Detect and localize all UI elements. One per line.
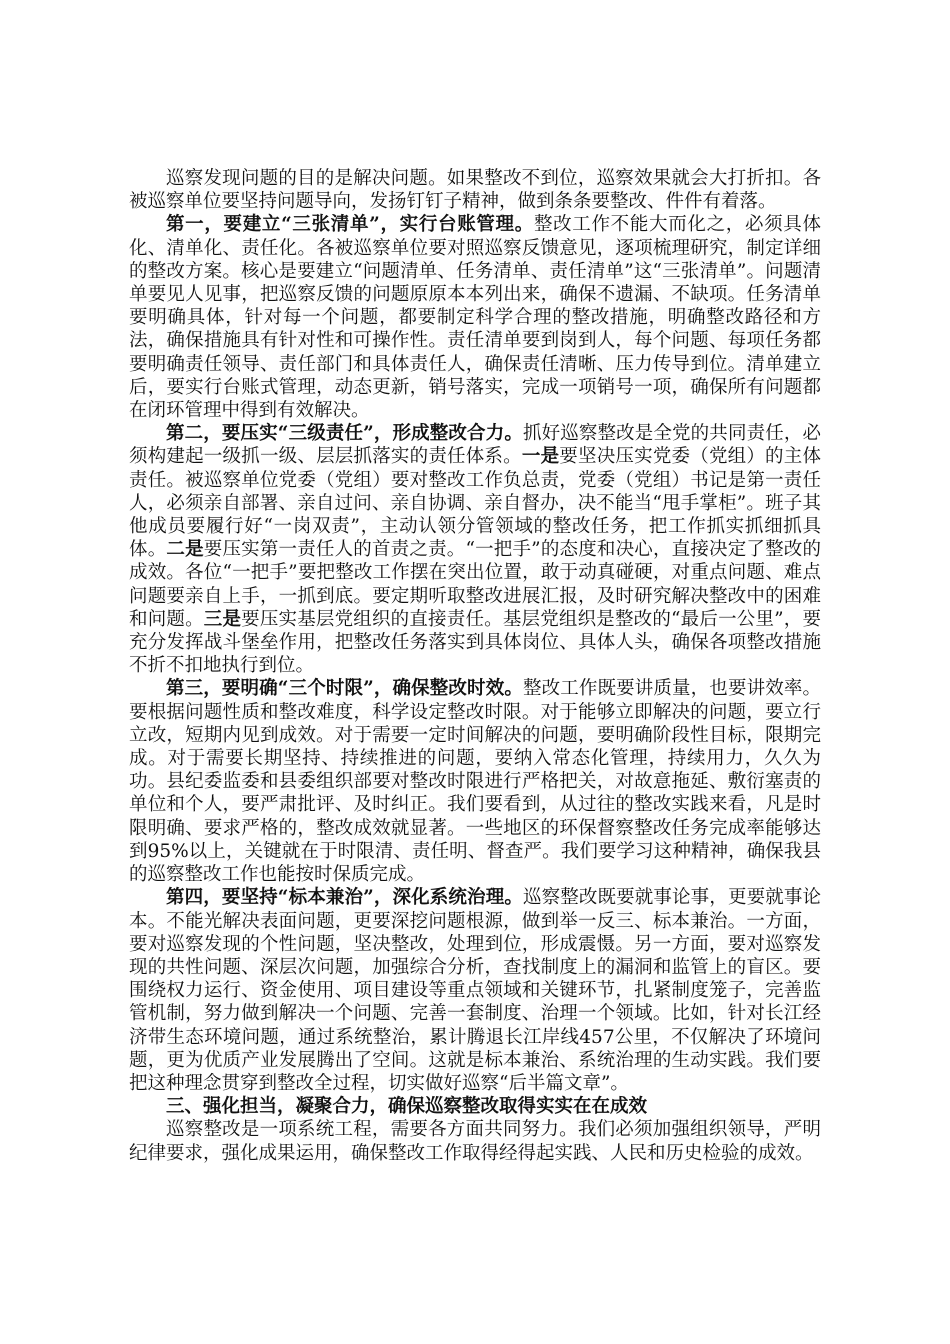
- paragraph-text: 巡察发现问题的目的是解决问题。如果整改不到位，巡察效果就会大打折扣。各被巡察单位要坚持问题导向，发扬钉钉子精神，做到条条要整改、件件有着落。: [129, 168, 821, 213]
- document-body: [129, 167, 821, 1165]
- paragraph-text: 整改工作既要讲质量，也要讲效率。要根据问题性质和整改难度，科学设定整改时限。对于能够立即解决的问题，要立行立改，短期内见到成效。对于需要一定时间解决的问题，要明确阶段性目标，限期完成。对于需要长期坚持、持续推进的问题，要纳入常态化管理，持续用力，久久为功。县纪委监委和县委组织部要对整改时限进行严格把关，对故意拖延、敷衍塞责的单位和个人，要严肃批评、及时纠正。我们要看到，从过往的整改实践来看，凡是时限明确、要求严格的，整改成效就显著。一些地区的环保督察整改任务完成率能够达到95%以上，关键就在于时限清、责任明、督查严。我们要学习这种精神，确保我县的巡察整改工作也能按时保质完成。: [129, 678, 821, 886]
- point-heading: 第一，要建立“三张清单”，实行台账管理。: [166, 214, 534, 236]
- paragraph-intro: [129, 167, 821, 213]
- paragraph-text: 巡察整改既要就事论事，更要就事论本。不能光解决表面问题，更要深挖问题根源，做到举一反三、标本兼治。一方面，要对巡察发现的个性问题，坚决整改，处理到位，形成震慑。另一方面，要对巡察发现的共性问题、深层次问题，加强综合分析，查找制度上的漏洞和监管上的盲区。要围绕权力运行、资金使用、项目建设等重点领域和关键环节，扎紧制度笼子，完善监管机制，努力做到解决一个问题、完善一套制度、治理一个领域。比如，针对长江经济带生态环境问题，通过系统整治，累计腾退长江岸线457公里，不仅解决了环境问题，更为优质产业发展腾出了空间。这就是标本兼治、系统治理的生动实践。我们要把这种理念贯穿到整改全过程，切实做好巡察“后半篇文章”。: [129, 887, 821, 1094]
- point-heading: 第四，要坚持“标本兼治”，深化系统治理。: [166, 887, 523, 909]
- paragraph-text: 巡察整改是一项系统工程，需要各方面共同努力。我们必须加强组织领导，严明纪律要求，强化成果运用，确保整改工作取得经得起实践、人民和历史检验的成效。: [129, 1119, 821, 1164]
- paragraph-text: 要压实基层党组织的直接责任。基层党组织是整改的“最后一公里”，要充分发挥战斗堡垒作用，把整改任务落实到具体岗位、具体人头，确保各项整改措施不折不扣地执行到位。: [129, 608, 821, 677]
- sub-point-marker: 三是: [203, 608, 242, 630]
- sub-point-marker: 一是: [521, 446, 560, 468]
- paragraph-text: 抓好巡察整改是全党的共同责任，必须构建起一级抓一级、层层抓落实的责任体系。: [129, 423, 821, 468]
- paragraph-first-point: [129, 213, 821, 422]
- paragraph-text: 整改工作不能大而化之，必须具体化、清单化、责任化。各被巡察单位要对照巡察反馈意见，逐项梳理研究，制定详细的整改方案。核心是要建立“问题清单、任务清单、责任清单”这“三张清单”。问题清单要见人见事，把巡察反馈的问题原原本本列出来，确保不遗漏、不缺项。任务清单要明确具体，针对每一个问题，都要制定科学合理的整改措施，明确整改路径和方法，确保措施具有针对性和可操作性。责任清单要到岗到人，每个问题、每项任务都要明确责任领导、责任部门和具体责任人，确保责任清晰、压力传导到位。清单建立后，要实行台账式管理，动态更新，销号落实，完成一项销号一项，确保所有问题都在闭环管理中得到有效解决。: [129, 214, 821, 422]
- paragraph-text: 要压实第一责任人的首责之责。“一把手”的态度和决心，直接决定了整改的成效。各位“一把手”要把整改工作摆在突出位置，敢于动真碰硬，对重点问题、难点问题要亲自上手，一抓到底。要定期听取整改进展汇报，及时研究解决整改中的困难和问题。: [129, 539, 821, 630]
- sub-point-marker: 二是: [166, 539, 204, 561]
- paragraph-third-point: [129, 677, 821, 886]
- paragraph-closing: [129, 1118, 821, 1164]
- paragraph-fourth-point: [129, 886, 821, 1095]
- paragraph-second-point: [129, 422, 821, 677]
- point-heading: 第三，要明确“三个时限”，确保整改时效。: [166, 678, 523, 700]
- paragraph-text: 要坚决压实党委（党组）的主体责任。被巡察单位党委（党组）要对整改工作负总责，党委（党组）书记是第一责任人，必须亲自部署、亲自过问、亲自协调、亲自督办，决不能当“甩手掌柜”。班子其他成员要履行好“一岗双责”，主动认领分管领域的整改任务，把工作抓实抓细抓具体。: [129, 446, 821, 561]
- point-heading: 第二，要压实“三级责任”，形成整改合力。: [166, 423, 523, 445]
- section-heading-text: 三、强化担当，凝聚合力，确保巡察整改取得实实在在成效: [166, 1096, 648, 1118]
- section-heading: [129, 1095, 821, 1118]
